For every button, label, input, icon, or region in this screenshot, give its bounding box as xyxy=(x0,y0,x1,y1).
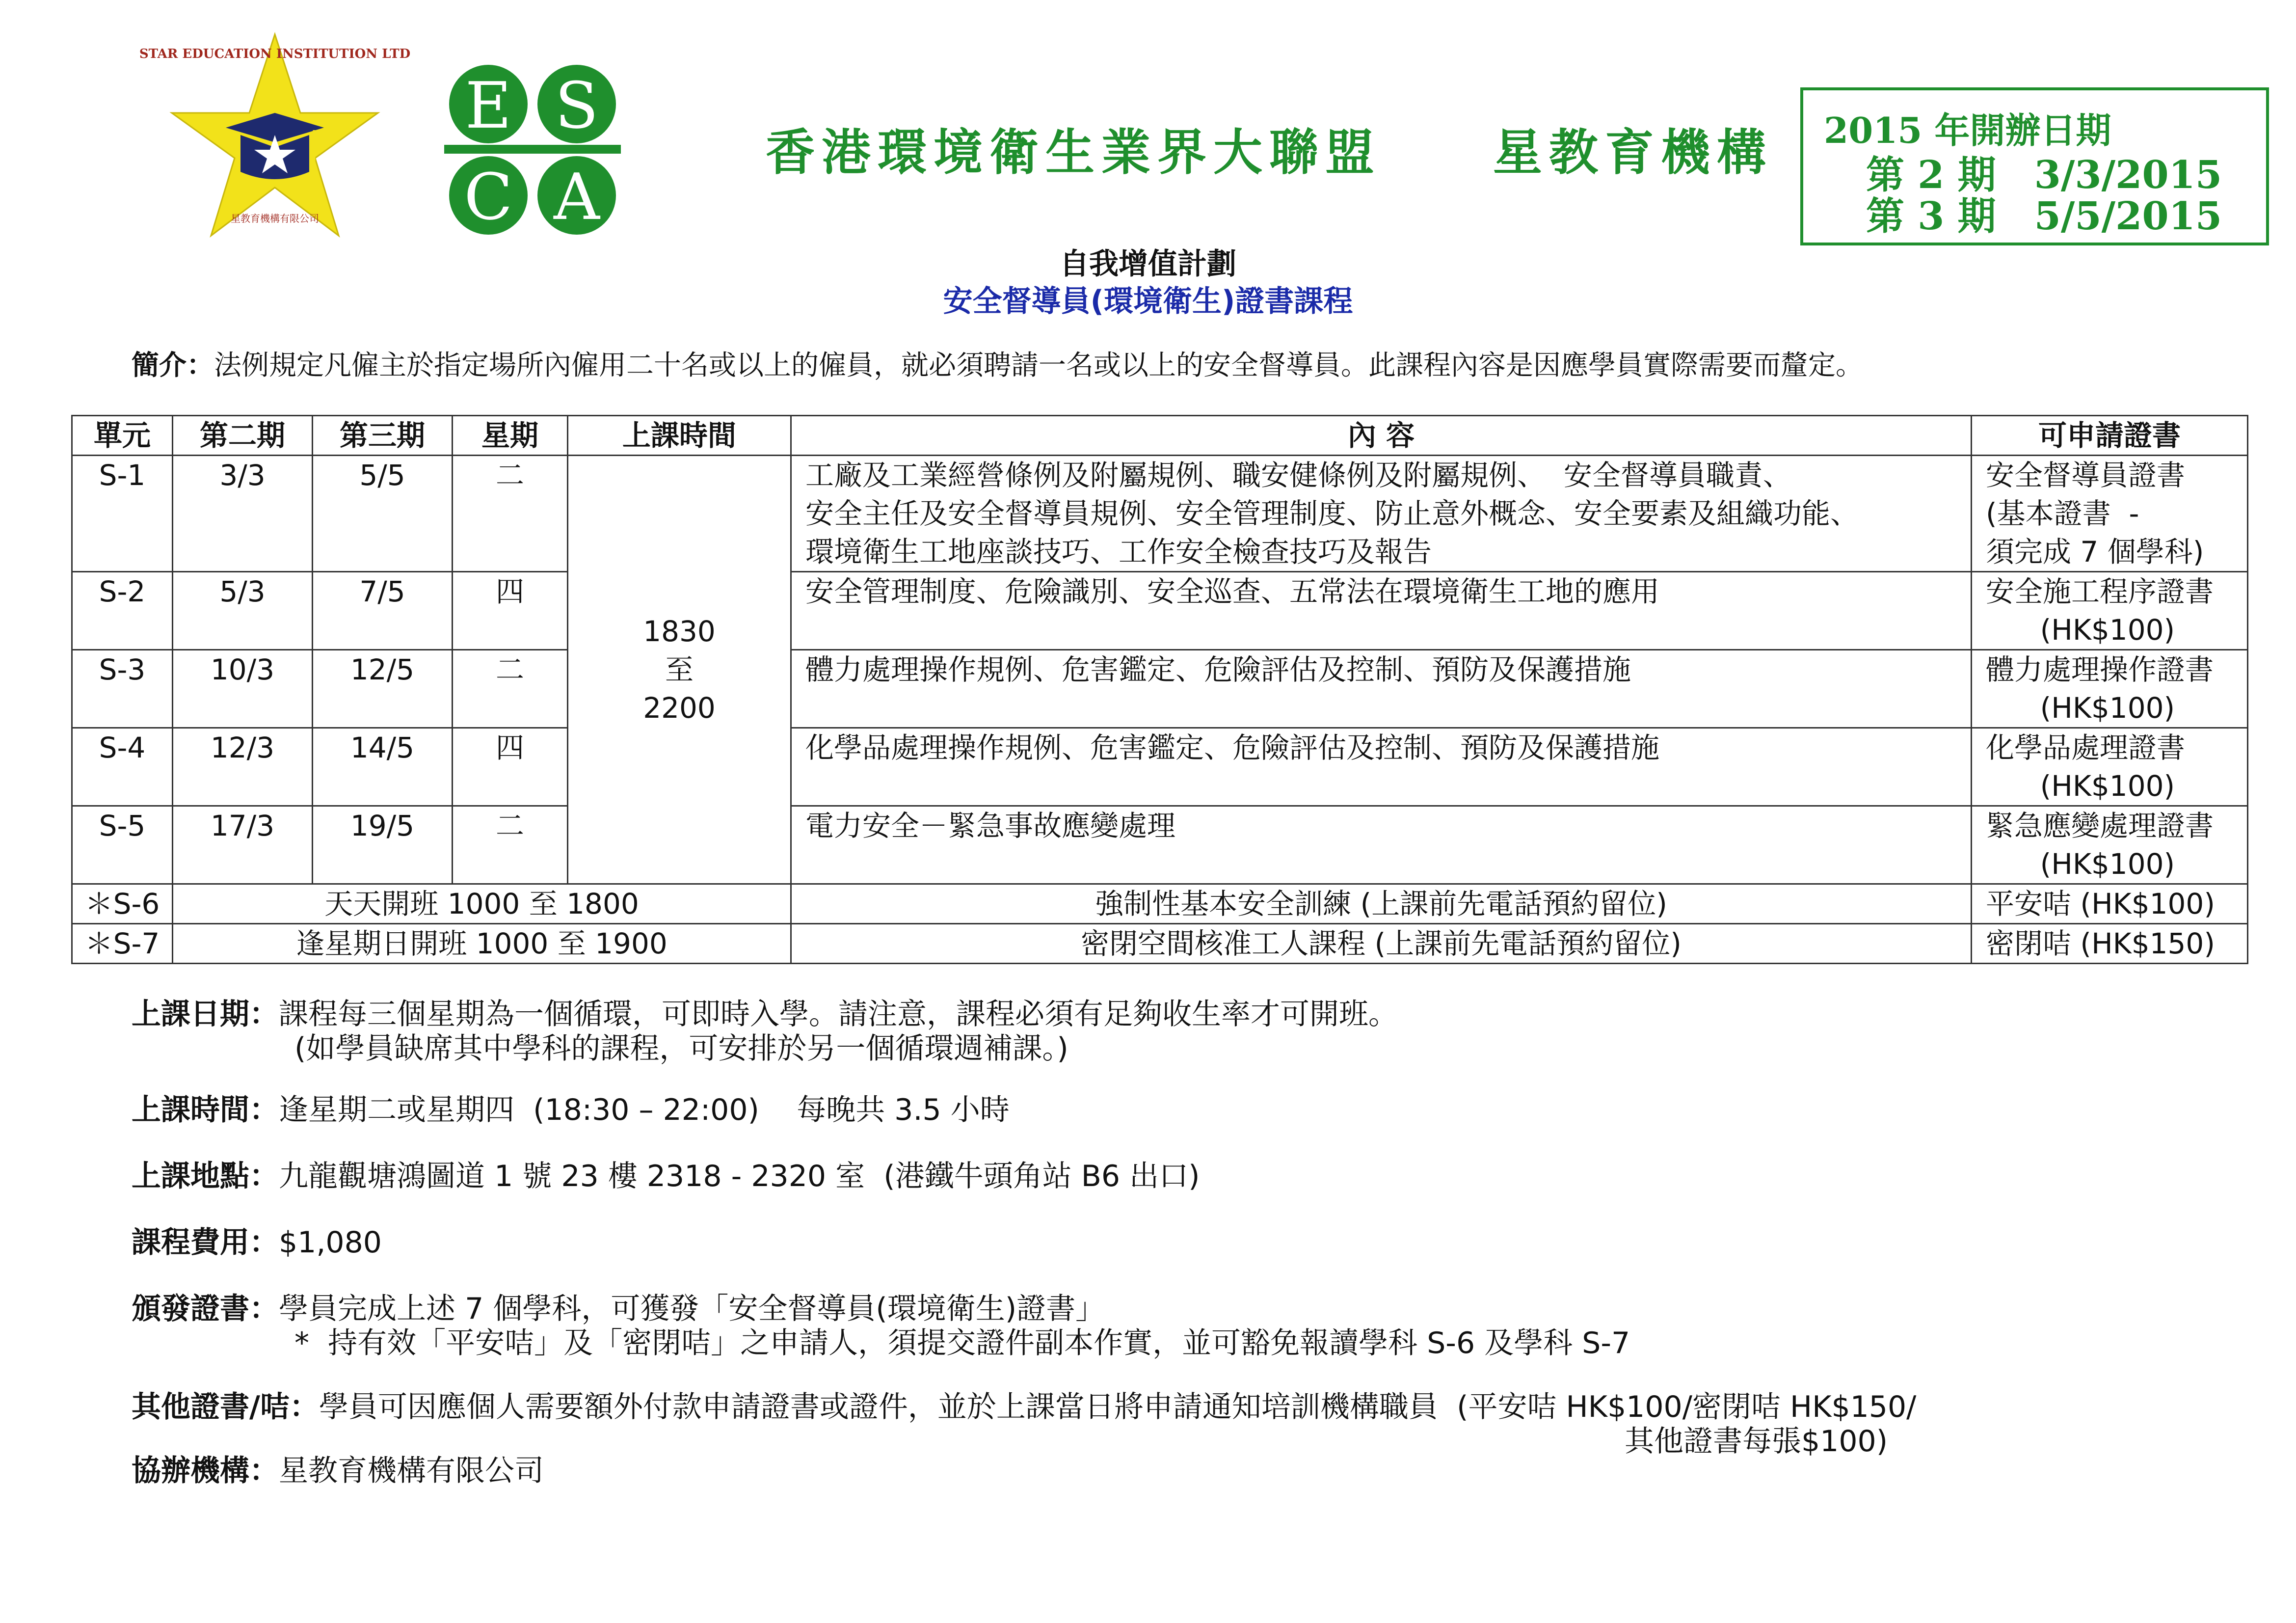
cell-certificate: 平安咭 (HK$100) xyxy=(1972,884,2248,924)
header-weekday: 星期 xyxy=(453,416,568,456)
cell-term2: 5/3 xyxy=(173,572,313,650)
note-label: 頒發證書： xyxy=(132,1292,279,1326)
cell-certificate: 緊急應變處理證書 (HK$100) xyxy=(1972,806,2248,884)
cell-unit: S-1 xyxy=(72,456,173,572)
cell-weekday: 四 xyxy=(453,728,568,806)
course-schedule-table xyxy=(71,415,2248,964)
note-label: 上課地點： xyxy=(132,1159,279,1193)
table-header-row xyxy=(72,416,2248,456)
table-row xyxy=(72,728,2248,806)
note-text: $1,080 xyxy=(279,1225,382,1260)
cell-unit: ＊S-6 xyxy=(72,884,173,924)
note-certificate xyxy=(132,1291,1105,1326)
cell-term2: 12/3 xyxy=(173,728,313,806)
star-education-logo xyxy=(139,29,411,245)
note-text: 逢星期二或星期四 (18:30 – 22:00) 每晚共 3.5 小時 xyxy=(279,1093,1010,1127)
cell-unit: S-3 xyxy=(72,650,173,728)
intro-label: 簡介： xyxy=(132,350,214,381)
note-other-cert xyxy=(132,1389,1916,1425)
table-row xyxy=(72,924,2248,964)
cell-term2: 3/3 xyxy=(173,456,313,572)
table-row xyxy=(72,806,2248,884)
note-label: 課程費用： xyxy=(132,1225,279,1260)
intro-text: 法例規定凡僱主於指定場所內僱用二十名或以上的僱員，就必須聘請一名或以上的安全督導員。此課程內容是因應學員實際需要而釐定。 xyxy=(214,350,1863,381)
cell-term2: 10/3 xyxy=(173,650,313,728)
cell-certificate: 化學品處理證書 (HK$100) xyxy=(1972,728,2248,806)
note-class-time xyxy=(132,1092,1010,1128)
esca-letter-c: C xyxy=(464,160,513,234)
cell-term3: 14/5 xyxy=(313,728,453,806)
cell-content: 化學品處理操作規例、危害鑑定、危險評估及控制、預防及保護措施 xyxy=(791,728,1972,806)
esca-letter-a: A xyxy=(554,160,600,234)
note-venue xyxy=(132,1159,1200,1194)
cell-term3: 5/5 xyxy=(313,456,453,572)
header-term2: 第二期 xyxy=(173,416,313,456)
date-box-term2: 第 2 期 3/3/2015 xyxy=(1866,153,2222,197)
cell-term2: 17/3 xyxy=(173,806,313,884)
note-text: 學員完成上述 7 個學科，可獲發「安全督導員(環境衛生)證書」 xyxy=(279,1292,1105,1326)
header-certificate: 可申請證書 xyxy=(1972,416,2248,456)
note-certificate-2: * 持有效「平安咭」及「密閉咭」之申請人，須提交證件副本作實，並可豁免報讀學科 S-6 及學科 S-7 xyxy=(294,1326,1630,1360)
cell-content: 安全管理制度、危險識別、安全巡查、五常法在環境衛生工地的應用 xyxy=(791,572,1972,650)
course-title: 安全督導員(環境衛生)證書課程 xyxy=(943,284,1353,319)
cell-certificate: 體力處理操作證書 (HK$100) xyxy=(1972,650,2248,728)
plan-title: 自我增值計劃 xyxy=(1060,247,1236,281)
esca-letter-e: E xyxy=(465,68,512,143)
note-fee xyxy=(132,1225,382,1260)
cell-weekday: 二 xyxy=(453,806,568,884)
cell-content: 密閉空間核准工人課程 (上課前先電話預約留位) xyxy=(791,924,1972,964)
note-class-dates xyxy=(132,997,1398,1032)
note-class-dates-2: (如學員缺席其中學科的課程，可安排於另一個循環週補課。) xyxy=(294,1031,1068,1066)
cell-class-time: 1830 至 2200 xyxy=(568,456,791,884)
note-label: 上課日期： xyxy=(132,997,279,1031)
cell-schedule: 天天開班 1000 至 1800 xyxy=(173,884,791,924)
esca-letter-s: S xyxy=(555,68,599,143)
header-unit: 單元 xyxy=(72,416,173,456)
cell-content: 工廠及工業經營條例及附屬規例、職安健條例及附屬規例、 安全督導員職責、 安全主任及安全督導員規例、安全管理制度、防止意外概念、安全要素及組織功能、 環境衛生工地座談技巧、工作安全檢查技巧及報告 xyxy=(791,456,1972,572)
cell-certificate: 安全施工程序證書 (HK$100) xyxy=(1972,572,2248,650)
cell-content: 電力安全－緊急事故應變處理 xyxy=(791,806,1972,884)
cell-content: 強制性基本安全訓練 (上課前先電話預約留位) xyxy=(791,884,1972,924)
table-row xyxy=(72,650,2248,728)
cell-content: 體力處理操作規例、危害鑑定、危險評估及控制、預防及保護措施 xyxy=(791,650,1972,728)
star-logo-cn: 星教育機構有限公司 xyxy=(231,213,319,224)
header-class-time: 上課時間 xyxy=(568,416,791,456)
cell-term3: 7/5 xyxy=(313,572,453,650)
note-label: 協辦機構： xyxy=(132,1454,279,1488)
header-content: 內 容 xyxy=(791,416,1972,456)
cell-certificate: 安全督導員證書 (基本證書 - 須完成 7 個學科) xyxy=(1972,456,2248,572)
note-text: 學員可因應個人需要額外付款申請證書或證件，並於上課當日將申請通知培訓機構職員 (平安咭 HK$100/密閉咭 HK$150/ xyxy=(319,1390,1917,1424)
note-label: 上課時間： xyxy=(132,1093,279,1127)
cell-unit: S-4 xyxy=(72,728,173,806)
note-label: 其他證書/咭： xyxy=(132,1390,319,1424)
note-text: 課程每三個星期為一個循環，可即時入學。請注意，課程必須有足夠收生率才可開班。 xyxy=(279,997,1398,1031)
esca-logo xyxy=(444,64,621,236)
cell-certificate: 密閉咭 (HK$150) xyxy=(1972,924,2248,964)
table-row xyxy=(72,884,2248,924)
note-other-cert-2: 其他證書每張$100) xyxy=(1625,1424,1888,1459)
cell-schedule: 逢星期日開班 1000 至 1900 xyxy=(173,924,791,964)
cell-unit: S-5 xyxy=(72,806,173,884)
cell-term3: 12/5 xyxy=(313,650,453,728)
cell-weekday: 二 xyxy=(453,650,568,728)
date-box-term3: 第 3 期 5/5/2015 xyxy=(1866,194,2222,239)
cell-unit: ＊S-7 xyxy=(72,924,173,964)
table-row xyxy=(72,572,2248,650)
intro-paragraph xyxy=(132,344,1863,383)
start-date-box xyxy=(1800,87,2269,245)
note-co-organizer xyxy=(132,1453,544,1488)
date-box-title: 2015 年開辦日期 xyxy=(1824,109,2111,151)
cell-weekday: 二 xyxy=(453,456,568,572)
note-text: 九龍觀塘鴻圖道 1 號 23 樓 2318 - 2320 室 (港鐵牛頭角站 B6 出口) xyxy=(279,1159,1200,1193)
header-term3: 第三期 xyxy=(313,416,453,456)
table-row xyxy=(72,456,2248,572)
cell-term3: 19/5 xyxy=(313,806,453,884)
note-text: 星教育機構有限公司 xyxy=(279,1454,544,1488)
cell-unit: S-2 xyxy=(72,572,173,650)
org-title: 香港環境衛生業界大聯盟 星教育機構 xyxy=(766,123,1773,181)
star-logo-text: STAR EDUCATION INSTITUTION LTD xyxy=(139,47,411,61)
cell-weekday: 四 xyxy=(453,572,568,650)
